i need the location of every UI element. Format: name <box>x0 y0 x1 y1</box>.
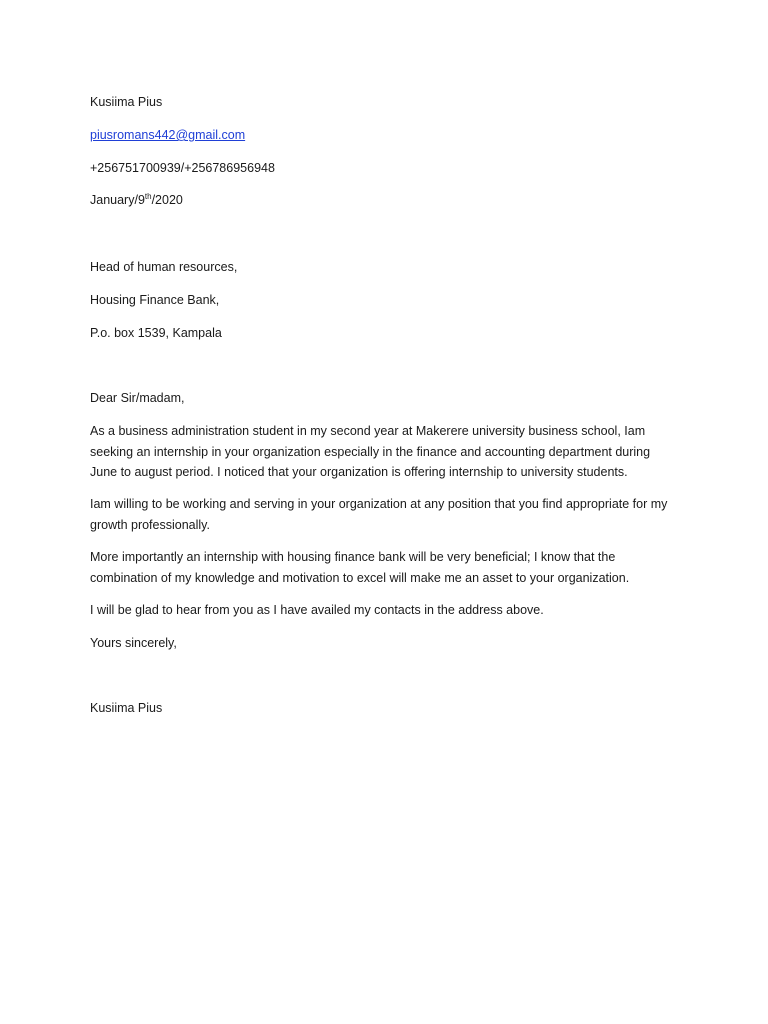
salutation: Dear Sir/madam, <box>90 391 185 405</box>
date-year: /2020 <box>151 193 183 207</box>
sender-name: Kusiima Pius <box>90 95 163 109</box>
closing: Yours sincerely, <box>90 636 177 650</box>
recipient-address: P.o. box 1539, Kampala <box>90 326 222 340</box>
body-paragraph-2: Iam willing to be working and serving in your organization at any position that you find appropriate for my growth professionally. <box>90 497 668 532</box>
body-paragraph-4: I will be glad to hear from you as I have availed my contacts in the address above. <box>90 603 544 617</box>
recipient-title: Head of human resources, <box>90 260 238 274</box>
sender-email-link[interactable]: piusromans442@gmail.com <box>90 128 246 142</box>
signature-name: Kusiima Pius <box>90 701 163 715</box>
body-paragraph-3: More importantly an internship with housing finance bank will be very beneficial; I know that the combination of my knowledge and motivation to excel will make me an asset to your organization. <box>90 550 630 585</box>
recipient-organization: Housing Finance Bank, <box>90 293 220 307</box>
sender-email-line <box>90 125 245 145</box>
body-paragraph-1: As a business administration student in my second year at Makerere university business school, Iam seeking an internship in your organization especially in the finance and accounting department during June to august period. I noticed that your organization is offering internship to university students. <box>90 424 651 479</box>
sender-phone: +256751700939/+256786956948 <box>90 161 275 175</box>
date-month: January/9 <box>90 193 145 207</box>
date-ordinal: th <box>144 191 152 201</box>
letter-date <box>90 190 183 210</box>
